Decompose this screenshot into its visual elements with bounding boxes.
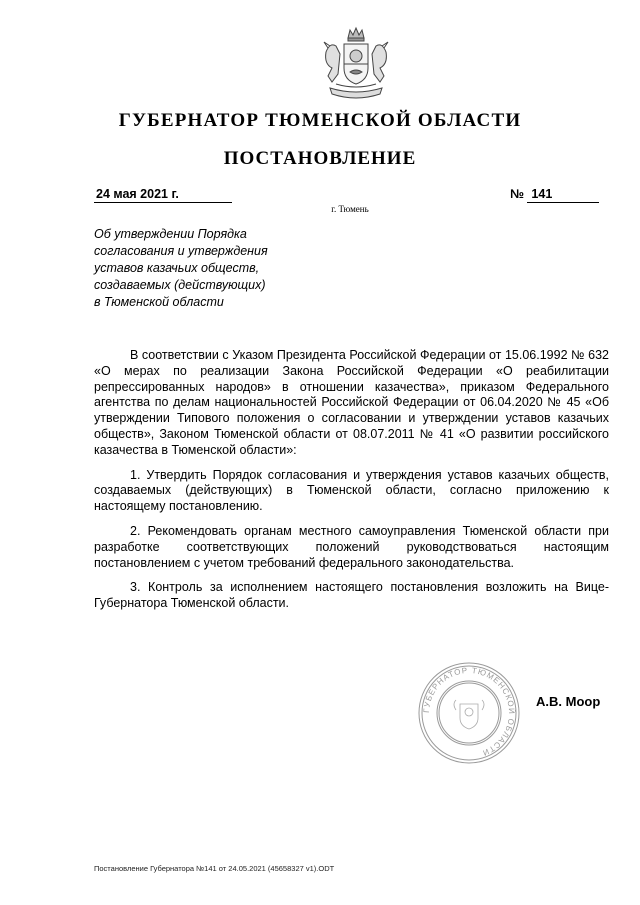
document-number <box>510 186 604 202</box>
number-value: 141 <box>527 186 599 203</box>
document-date: 24 мая 2021 г. <box>94 186 232 203</box>
document-body <box>94 348 609 621</box>
body-paragraph: 3. Контроль за исполнением настоящего постановления возложить на Вице-Губернатора Тюменской области. <box>94 580 609 611</box>
subject-line: согласования и утверждения <box>94 244 268 258</box>
org-title: ГУБЕРНАТОР ТЮМЕНСКОЙ ОБЛАСТИ <box>118 110 522 131</box>
document-footer: Постановление Губернатора №141 от 24.05.2021 (45658327 v1).ODT <box>94 864 335 873</box>
document-type: ПОСТАНОВЛЕНИЕ <box>223 148 417 169</box>
official-stamp <box>416 660 522 766</box>
subject-line: создаваемых (действующих) <box>94 278 266 292</box>
body-paragraph: В соответствии с Указом Президента Российской Федерации от 15.06.1992 № 632 «О мерах по реализации Закона Российской Федерации «О реабилитации репрессированных народов» в отношении казачества», приказом Федерального агентства по делам национальностей Российской Федерации от 06.04.2020 № 45 «Об утверждении Типового положения о согласовании и утверждении уставов казачьих обществ», Законом Тюменской области от 08.07.2011 № 41 «О развитии российского казачества в Тюменской области»: <box>94 348 609 457</box>
city-label: г. Тюмень <box>331 204 369 214</box>
document-subject <box>94 226 334 311</box>
number-prefix: № <box>510 187 524 201</box>
coat-of-arms-icon <box>314 24 398 104</box>
subject-line: Об утверждении Порядка <box>94 227 247 241</box>
subject-line: в Тюменской области <box>94 295 224 309</box>
subject-line: уставов казачьих обществ, <box>94 261 260 275</box>
body-paragraph: 1. Утвердить Порядок согласования и утверждения уставов казачьих обществ, создаваемых (действующих) в Тюменской области, согласно приложению к настоящему постановлению. <box>94 467 609 514</box>
stamp-text: ГУБЕРНАТОР ТЮМЕНСКОЙ ОБЛАСТИ <box>421 665 517 758</box>
body-paragraph: 2. Рекомендовать органам местного самоуправления Тюменской области при разработке соответствующих положений руководствоваться настоящим постановлением с учетом требований федерального законодательства. <box>94 523 609 570</box>
signatory-name: А.В. Моор <box>536 694 601 709</box>
